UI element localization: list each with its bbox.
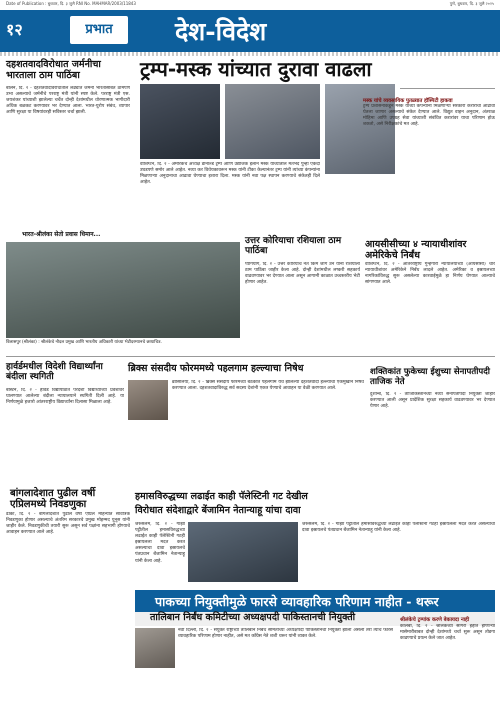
row-rule-1 xyxy=(6,356,495,357)
headline-harvard: हार्वर्डमधील विदेशी विद्यार्थ्यांना बंदीला स्थगिती xyxy=(6,362,103,383)
box-body-musk: ट्रम्प प्रशासनाकडून मस्क यांच्या कंपन्यांना मिळणाऱ्या सरकारी करारांचा आढावा घेतला जाणार असल्याचे संकेत देण्यात आले. विद्युत वाहन अनुदान, अंतराळ मोहिमा आणि उपग्रह सेवा यांच्याशी संबंधित करारांवर याचा परिणाम होऊ शकतो, असे निरीक्षकांचे मत आहे. xyxy=(363,104,495,128)
headline-bangladesh: बांगलादेशात पुढील वर्षी एप्रिलमध्ये निवडणुका xyxy=(10,488,96,511)
box-body-sri-lanka: कोलंबो, दि. २ - श्रीलंकेच्या सागरी हद्दीत होणाऱ्या मासेमारीबाबत दोन्ही देशांमध्ये चर्चा सुरू असून तोडगा काढण्याचे प्रयत्न केले जात आहेत. xyxy=(400,624,495,642)
body-hamas: जेरुसलेम, दि. २ - गाझा पट्टीतील हमासविरुद्धच्या लढाईत काही पॅलेस्टिनी गटही इस्रायलला मदत करत असल्याचा दावा इस्रायलचे पंतप्रधान बेंजामिन नेतान्याहू यांनी केला आहे. xyxy=(135,522,185,564)
body-north-korea: प्योंगयांग, दि. २ - उत्तर कोरियाचे नेते किम जोंग उन यांनी रशियाला ठाम पाठिंबा जाहीर केला आहे. दोन्ही देशांमधील लष्करी सहकार्य वाढवण्यावर भर देण्यात आला असून आगामी काळात उच्चस्तरीय भेटी होणार आहेत. xyxy=(245,262,360,286)
headline-taliban: तालिबान निर्बंध कमिटीच्या अध्यक्षपदी पाकिस्तानची नियुक्ती xyxy=(150,612,356,623)
page-number: १२ xyxy=(6,20,23,39)
body-harvard: बोस्टन, दि. २ - हार्वर्ड विद्यापीठात परदेशी विद्यार्थ्यांच्या प्रवेशावर घालण्यात आलेल्या बंदीला न्यायालयाने स्थगिती दिली आहे. या निर्णयामुळे हजारो आंतरराष्ट्रीय विद्यार्थ्यांना दिलासा मिळाला आहे. xyxy=(6,388,124,406)
photo-netanyahu xyxy=(188,522,298,582)
body-hamas-continued: जेरुसलेम, दि. २ - गाझा पट्टीतील हमासविरुद्धच्या लढाईत काही पॅलेस्टिनी गटही इस्रायलला मदत करत असल्याचा दावा इस्रायलचे पंतप्रधान बेंजामिन नेतान्याहू यांनी केला आहे. xyxy=(302,522,495,534)
photo-tharoor xyxy=(135,628,175,668)
box-rule xyxy=(400,88,495,89)
publication-line xyxy=(0,0,500,8)
body-germany: बर्लिन, दि. २ - दहशतवादविरोधातील लढ्यात जर्मनी भारतासोबत ठामपणे उभा असल्याचे जर्मनीचे परराष्ट्र मंत्री यांनी स्पष्ट केले. परराष्ट्र मंत्री एस. जयशंकर यांच्याशी झालेल्या चर्चेत दोन्ही देशांमधील धोरणात्मक भागीदारी अधिक बळकट करण्यावर भर देण्यात आला. भारत-युरोप संबंध, व्यापार आणि सुरक्षा या विषयांवरही सविस्तर चर्चा झाली. xyxy=(6,86,130,116)
headline-sri-lanka: भारत-श्रीलंका सेतो प्रवास धिमान... xyxy=(22,231,101,238)
body-trump-musk: वॉशिंग्टन, दि. २ - अमेरिकेचे अध्यक्ष डोनाल्ड ट्रम्प आणि उद्योजक इलॉन मस्क यांच्यातील मतभेद पुन्हा एकदा उघडपणे समोर आले आहेत. नव्या कर विधेयकावरून मस्क यांनी टीका केल्यानंतर ट्रम्प यांनी त्यांच्या कंपन्यांना मिळणाऱ्या अनुदानाचा आढावा घेण्याचा इशारा दिला. मस्क यांनी नवा पक्ष स्थापन करण्याचे संकेतही दिले आहेत. xyxy=(140,162,320,186)
banner-tharoor-text: पाकच्या नियुक्तीमुळे फारसे व्यावहारिक परिणाम नाहीत - थरूर xyxy=(155,594,439,609)
publication-date: Date of Publication : बुधवार, दि. ३ जुलै RNI No. MAHMAR/2003/11843 xyxy=(6,1,136,6)
body-icc: वॉशिंग्टन, दि. २ - आंतरराष्ट्रीय गुन्हेगारी न्यायालयाच्या (आयसीसी) चार न्यायाधीशांवर अमेरिकेने निर्बंध लादले आहेत. अमेरिका व इस्रायलच्या नागरिकांविरुद्ध सुरू असलेल्या कारवाईमुळे हा निर्णय घेण्यात आल्याचे सांगण्यात आले. xyxy=(365,262,495,286)
box-head-sri-lanka: श्रीलंकेचे ट्रम्पांक करणे बेकायदा नाही xyxy=(400,617,470,623)
subhead-hamas: विरोधात संदेशाद्वारे बेंजामिन नेतान्याहू यांचा दावा xyxy=(135,505,301,516)
photo-musk xyxy=(225,84,320,159)
headline-brics: ब्रिक्स संसदीय फोरममध्ये पहलगाम हल्ल्याचा निषेध xyxy=(128,363,304,374)
headline-tajik: शक्तिकांत फुकेच्या ईशुच्या सेनापतीपदी ताजिक नेते xyxy=(370,367,490,387)
masthead xyxy=(0,10,500,52)
caption-sri-lanka: विलासपुर (श्रीलंका) : श्रीलंकेचे नौदल प्रमुख आणि भारतीय अधिकारी यांच्या भेटीदरम्यानचे छायाचित्र. xyxy=(6,340,162,345)
section-title: देश-विदेश xyxy=(175,17,267,46)
headline-trump-musk: ट्रम्प-मस्क यांच्यात दुरावा वाढला xyxy=(140,57,372,81)
body-brics: ब्रासिलिया, दि. २ - ब्रिक्स संसदीय फोरमच्या बैठकीत पहलगाम येथे झालेल्या दहशतवादी हल्ल्याचा एकमुखाने निषेध करण्यात आला. दहशतवादाविरुद्ध सर्व सदस्य देशांनी एकत्र येण्याचे आवाहन या वेळी करण्यात आले. xyxy=(172,380,364,392)
photo-sri-lanka xyxy=(6,242,240,338)
edition-date: पुणे, बुधवार, दि. ३ जुलै २०२५ xyxy=(449,1,494,6)
body-taliban: नवी दिल्ली, दि. २ - संयुक्त राष्ट्रांच्या तालिबान निर्बंध समितीच्या अध्यक्षपदी पाकिस्तानची नियुक्ती झाली असली तरी त्याचे फारसे व्यावहारिक परिणाम होणार नाहीत, असे मत काँग्रेस नेते शशी थरूर यांनी व्यक्त केले. xyxy=(178,628,393,640)
headline-hamas: हमासविरुद्धच्या लढाईत काही पॅलेस्टिनी गट देखील xyxy=(135,491,308,502)
brand-logo: प्रभात xyxy=(70,16,128,44)
headline-germany: दहशतवादविरोधात जर्मनीचा भारताला ठाम पाठिंबा xyxy=(6,59,101,81)
headline-icc: आयसीसीच्या ४ न्यायाधीशांवर अमेरिकेचे निर्बंध xyxy=(365,239,467,261)
box-head-musk: मस्क यांचे व्यवसायिक पुतळ्यात हॉस्पिटी हाकवा xyxy=(363,98,453,104)
body-bangladesh: ढाका, दि. २ - बांगलादेशात पुढील वर्षी एप्रिल महिन्यात सार्वत्रिक निवडणुका होणार असल्याचे अंतरिम सरकारचे प्रमुख मोहम्मद युनूस यांनी जाहीर केले. निवडणुकीची तयारी सुरू असून सर्व पक्षांना सहभागी होण्याचे आवाहन करण्यात आले आहे. xyxy=(6,512,130,536)
photo-brics-speaker xyxy=(128,380,168,420)
headline-north-korea: उत्तर कोरियाचा रशियाला ठाम पाठिंबा xyxy=(245,236,342,257)
photo-trump xyxy=(140,84,220,159)
body-tajik: दुशान्बे, दि. २ - ताजिकिस्तानच्या नव्या सेनापतीपदी नियुक्ती जाहीर करण्यात आली असून प्रादेशिक सुरक्षा सहकार्य वाढवण्यावर भर देण्यात येणार आहे. xyxy=(370,392,495,410)
masthead-divider xyxy=(0,52,500,56)
banner-tharoor xyxy=(135,590,495,612)
